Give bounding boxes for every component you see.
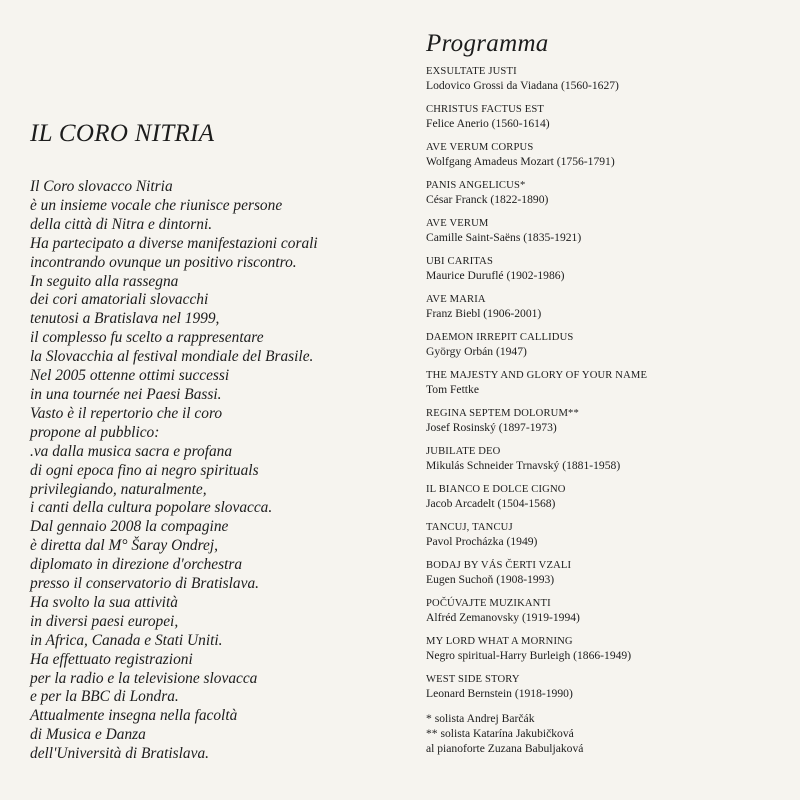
piece-title: CHRISTUS FACTUS EST — [426, 104, 545, 115]
composer-name: Eugen Suchoň (1908-1993) — [426, 573, 555, 586]
bio-line: la Slovacchia al festival mondiale del Brasile. — [30, 348, 314, 366]
bio-line: di ogni epoca fino ai negro spirituals — [30, 461, 259, 479]
bio-line: Il Coro slovacco Nitria — [30, 178, 173, 195]
program-item — [426, 559, 786, 587]
program-item — [426, 255, 786, 283]
composer-name: Jacob Arcadelt (1504-1568) — [426, 497, 556, 510]
program-item — [426, 293, 786, 321]
bio-line: di Musica e Danza — [30, 726, 146, 744]
program-item — [426, 635, 786, 663]
bio-line: In seguito alla rassegna — [30, 272, 179, 290]
program-item — [426, 331, 786, 359]
piece-title: AVE VERUM — [426, 218, 489, 229]
choir-bio-text — [30, 178, 390, 764]
piece-title: JUBILATE DEO — [426, 446, 501, 457]
program-item — [426, 369, 786, 397]
composer-name: Camille Saint-Saëns (1835-1921) — [426, 231, 582, 244]
bio-line: propone al pubblico: — [30, 423, 160, 441]
soloist-notes — [426, 711, 786, 756]
program-item — [426, 521, 786, 549]
bio-line: i canti della cultura popolare slovacca. — [30, 499, 273, 517]
bio-line: tenutosi a Bratislava nel 1999, — [30, 310, 220, 328]
piece-title: EXSULTATE JUSTI — [426, 66, 517, 77]
bio-line: in Africa, Canada e Stati Uniti. — [30, 631, 223, 649]
program-item — [426, 217, 786, 245]
bio-line: Attualmente insegna nella facoltà — [30, 707, 238, 725]
soloist-note: * solista Andrej Barčák — [426, 712, 535, 725]
bio-line: dei cori amatoriali slovacchi — [30, 291, 209, 309]
composer-name: Leonard Bernstein (1918-1990) — [426, 687, 573, 700]
piece-title: TANCUJ, TANCUJ — [426, 522, 513, 533]
bio-line: Ha svolto la sua attività — [30, 593, 178, 611]
piece-title: IL BIANCO E DOLCE CIGNO — [426, 484, 566, 495]
program-item — [426, 445, 786, 473]
bio-line: dell'Università di Bratislava. — [30, 745, 209, 763]
composer-name: Tom Fettke — [426, 383, 479, 396]
bio-line: per la radio e la televisione slovacca — [30, 669, 258, 687]
program-item — [426, 407, 786, 435]
piece-title: THE MAJESTY AND GLORY OF YOUR NAME — [426, 370, 648, 381]
program-item — [426, 483, 786, 511]
bio-line: Vasto è il repertorio che il coro — [30, 404, 223, 422]
program-item — [426, 673, 786, 701]
program-title: Programma — [426, 30, 549, 57]
bio-line: privilegiando, naturalmente, — [30, 480, 207, 498]
composer-name: Franz Biebl (1906-2001) — [426, 307, 542, 320]
program-item — [426, 597, 786, 625]
composer-name: Wolfgang Amadeus Mozart (1756-1791) — [426, 155, 615, 168]
bio-line: è un insieme vocale che riunisce persone — [30, 196, 283, 214]
soloist-note: ** solista Katarína Jakubičková — [426, 727, 574, 740]
piece-title: DAEMON IRREPIT CALLIDUS — [426, 332, 574, 343]
piece-title: PANIS ANGELICUS* — [426, 180, 526, 191]
bio-line: Ha partecipato a diverse manifestazioni corali — [30, 234, 318, 252]
bio-line: è diretta dal M° Šaray Ondrej, — [30, 537, 218, 555]
bio-line: in diversi paesi europei, — [30, 612, 179, 630]
program-item — [426, 141, 786, 169]
composer-name: Felice Anerio (1560-1614) — [426, 117, 550, 130]
piece-title: WEST SIDE STORY — [426, 674, 520, 685]
composer-name: Josef Rosinský (1897-1973) — [426, 421, 557, 434]
composer-name: Lodovico Grossi da Viadana (1560-1627) — [426, 79, 619, 92]
program-item — [426, 103, 786, 131]
composer-name: Maurice Duruflé (1902-1986) — [426, 269, 565, 282]
bio-line: incontrando ovunque un positivo riscontro. — [30, 253, 297, 271]
piece-title: POČÚVAJTE MUZIKANTI — [426, 598, 551, 609]
program-column — [426, 30, 786, 756]
bio-line: e per la BBC di Londra. — [30, 688, 179, 706]
bio-line: Nel 2005 ottenne ottimi successi — [30, 367, 230, 385]
composer-name: Alfréd Zemanovsky (1919-1994) — [426, 611, 580, 624]
bio-line: in una tournée nei Paesi Bassi. — [30, 385, 222, 403]
bio-line: Dal gennaio 2008 la compagine — [30, 518, 229, 536]
composer-name: Pavol Procházka (1949) — [426, 535, 538, 548]
piece-title: UBI CARITAS — [426, 256, 494, 267]
choir-bio-column — [30, 120, 390, 764]
piece-title: AVE MARIA — [426, 294, 486, 305]
piece-title: REGINA SEPTEM DOLORUM** — [426, 408, 579, 419]
program-item — [426, 179, 786, 207]
bio-line: il complesso fu scelto a rappresentare — [30, 329, 264, 347]
bio-line: diplomato in direzione d'orchestra — [30, 556, 243, 574]
choir-title: IL CORO NITRIA — [30, 120, 215, 147]
program-item — [426, 65, 786, 93]
piece-title: BODAJ BY VÁS ČERTI VZALI — [426, 560, 572, 571]
bio-line: presso il conservatorio di Bratislava. — [30, 575, 259, 593]
program-list — [426, 65, 786, 701]
composer-name: György Orbán (1947) — [426, 345, 527, 358]
bio-line: .va dalla musica sacra e profana — [30, 442, 233, 460]
composer-name: Mikulás Schneider Trnavský (1881-1958) — [426, 459, 621, 472]
soloist-note: al pianoforte Zuzana Babuljaková — [426, 742, 584, 755]
composer-name: César Franck (1822-1890) — [426, 193, 549, 206]
bio-line: della città di Nitra e dintorni. — [30, 215, 213, 233]
piece-title: MY LORD WHAT A MORNING — [426, 636, 573, 647]
composer-name: Negro spiritual-Harry Burleigh (1866-1949) — [426, 649, 632, 662]
bio-line: Ha effettuato registrazioni — [30, 650, 193, 668]
piece-title: AVE VERUM CORPUS — [426, 142, 534, 153]
